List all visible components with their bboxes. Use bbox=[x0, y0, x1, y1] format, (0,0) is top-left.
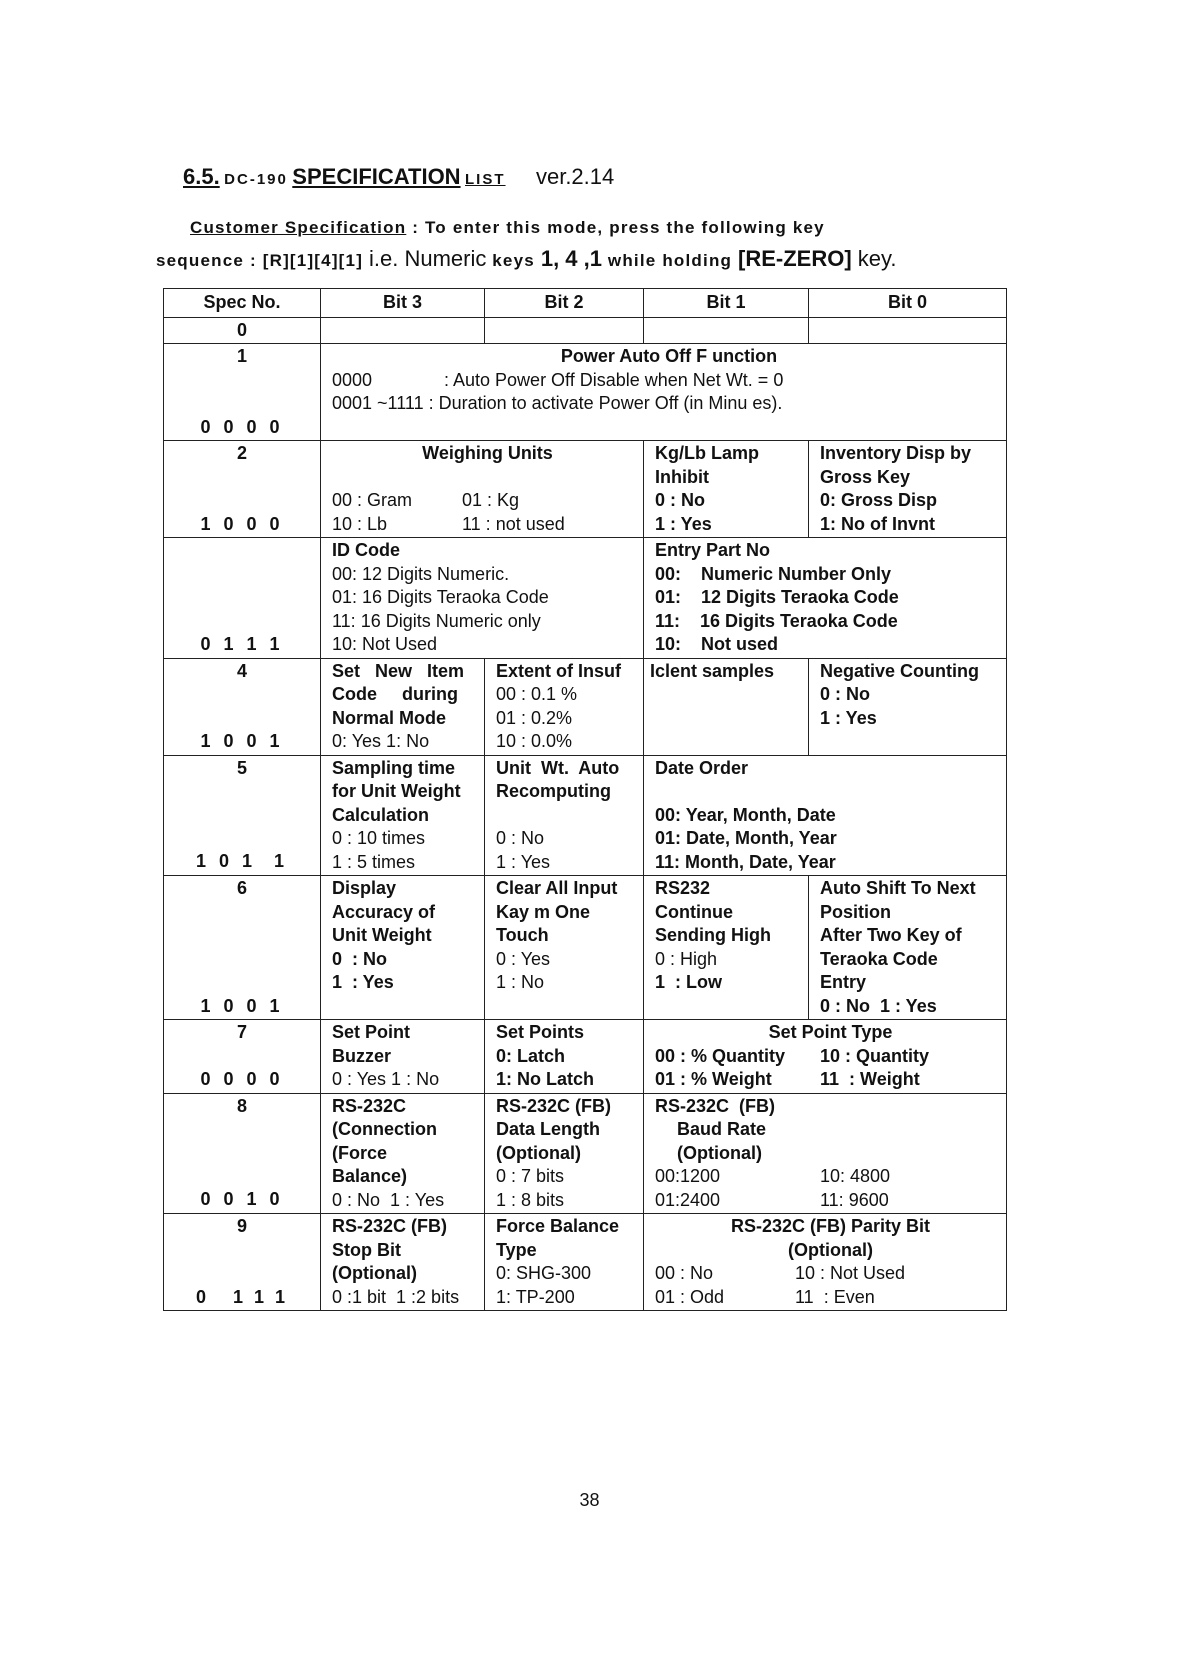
insufficient-samples-cell: Iclent samples bbox=[644, 658, 809, 755]
rs232-continue-cell: RS232 Continue Sending High 0 : High 1 : Low bbox=[644, 876, 809, 1020]
kg-lb-lamp-cell: Kg/Lb Lamp Inhibit 0 : No 1 : Yes bbox=[644, 441, 809, 538]
table-row bbox=[164, 441, 1007, 538]
set-point-type-cell: Set Point Type 00 : % Quantity 10 : Quantity 01 : % Weight 11 : Weight bbox=[644, 1020, 1007, 1094]
header-bit2: Bit 2 bbox=[485, 289, 644, 318]
spec-no: 2 1 0 0 0 bbox=[164, 441, 321, 538]
entry-part-no-cell: Entry Part No 00: Numeric Number Only 01: 12 Digits Teraoka Code 11: 16 Digits Teraoka Code 10: Not used bbox=[644, 538, 1007, 659]
section-number: 6.5. bbox=[183, 164, 220, 189]
table-row bbox=[164, 344, 1007, 441]
table-row bbox=[164, 1214, 1007, 1311]
spec-no: 5 1 0 1 1 bbox=[164, 755, 321, 876]
stop-bit-cell: RS-232C (FB) Stop Bit (Optional) 0 :1 bit 1 :2 bits bbox=[321, 1214, 485, 1311]
spec-no: 8 0 0 1 0 bbox=[164, 1093, 321, 1214]
table-row bbox=[164, 876, 1007, 1020]
auto-shift-cell: Auto Shift To Next Position After Two Key of Teraoka Code Entry 0 : No 1 : Yes bbox=[809, 876, 1007, 1020]
set-points-latch-cell: Set Points 0: Latch 1: No Latch bbox=[485, 1020, 644, 1094]
header-row bbox=[164, 289, 1007, 318]
display-accuracy-cell: Display Accuracy of Unit Weight 0 : No 1 : Yes bbox=[321, 876, 485, 1020]
table-row bbox=[164, 658, 1007, 755]
unit-wt-recompute-cell: Unit Wt. Auto Recomputing 0 : No 1 : Yes bbox=[485, 755, 644, 876]
spec-no: 1 0 0 0 0 bbox=[164, 344, 321, 441]
model-name: DC-190 bbox=[224, 171, 288, 188]
customer-spec-label: Customer Specification bbox=[190, 218, 407, 237]
spec-no: 9 0 1 1 1 bbox=[164, 1214, 321, 1311]
version-label: ver.2.14 bbox=[535, 164, 615, 189]
date-order-cell: Date Order 00: Year, Month, Date 01: Date, Month, Year 11: Month, Date, Year bbox=[644, 755, 1007, 876]
negative-counting-cell: Negative Counting 0 : No 1 : Yes bbox=[809, 658, 1007, 755]
power-auto-off-cell: Power Auto Off F unction 0000 : Auto Power Off Disable when Net Wt. = 0 0001 ~1111 : Duration to activate Power Off (in Minu es). bbox=[321, 344, 1007, 441]
header-bit3: Bit 3 bbox=[321, 289, 485, 318]
header-spec-no: Spec No. bbox=[164, 289, 321, 318]
spec-no: 0 bbox=[164, 317, 321, 344]
spec-no: 6 1 0 0 1 bbox=[164, 876, 321, 1020]
table-row bbox=[164, 1093, 1007, 1214]
baud-rate-cell: RS-232C (FB) Baud Rate (Optional) 00:1200 10: 4800 01:2400 11: 9600 bbox=[644, 1093, 1007, 1214]
intro-line-1: Customer Specification : To enter this mode, press the following key bbox=[190, 218, 825, 237]
extent-insufficient-cell: Extent of Insuf 00 : 0.1 % 01 : 0.2% 10 : 0.0% bbox=[485, 658, 644, 755]
table-row bbox=[164, 538, 1007, 659]
id-code-cell: ID Code 00: 12 Digits Numeric. 01: 16 Digits Teraoka Code 11: 16 Digits Numeric only 10: Not Used bbox=[321, 538, 644, 659]
clear-all-input-cell: Clear All Input Kay m One Touch 0 : Yes 1 : No bbox=[485, 876, 644, 1020]
title-spec: SPECIFICATION bbox=[292, 164, 461, 189]
spec-no: 0 1 1 1 bbox=[164, 538, 321, 659]
section-title bbox=[183, 164, 614, 190]
spec-no: 7 0 0 0 0 bbox=[164, 1020, 321, 1094]
parity-bit-cell: RS-232C (FB) Parity Bit (Optional) 00 : No 10 : Not Used 01 : Odd 11 : Even bbox=[644, 1214, 1007, 1311]
set-point-buzzer-cell: Set Point Buzzer 0 : Yes 1 : No bbox=[321, 1020, 485, 1094]
sampling-time-cell: Sampling time for Unit Weight Calculation 0 : 10 times 1 : 5 times bbox=[321, 755, 485, 876]
page-number: 38 bbox=[579, 1490, 600, 1510]
set-new-item-cell: Set New Item Code during Normal Mode 0: Yes 1: No bbox=[321, 658, 485, 755]
data-length-cell: RS-232C (FB) Data Length (Optional) 0 : 7 bits 1 : 8 bits bbox=[485, 1093, 644, 1214]
spec-table bbox=[163, 288, 1007, 1311]
table-row bbox=[164, 317, 1007, 344]
header-bit0: Bit 0 bbox=[809, 289, 1007, 318]
title-list: LIST bbox=[465, 171, 506, 188]
header-bit1: Bit 1 bbox=[644, 289, 809, 318]
inventory-disp-cell: Inventory Disp by Gross Key 0: Gross Disp 1: No of Invnt bbox=[809, 441, 1007, 538]
force-balance-type-cell: Force Balance Type 0: SHG-300 1: TP-200 bbox=[485, 1214, 644, 1311]
table-row bbox=[164, 755, 1007, 876]
rs232c-connection-cell: RS-232C (Connection (Force Balance) 0 : No 1 : Yes bbox=[321, 1093, 485, 1214]
spec-no: 4 1 0 0 1 bbox=[164, 658, 321, 755]
intro-line-2: sequence : [R][1][4][1] i.e. Numeric keys 1, 4 ,1 while holding [RE-ZERO] key. bbox=[156, 246, 897, 271]
table-row bbox=[164, 1020, 1007, 1094]
weighing-units-cell: Weighing Units 00 : Gram 01 : Kg 10 : Lb 11 : not used bbox=[321, 441, 644, 538]
